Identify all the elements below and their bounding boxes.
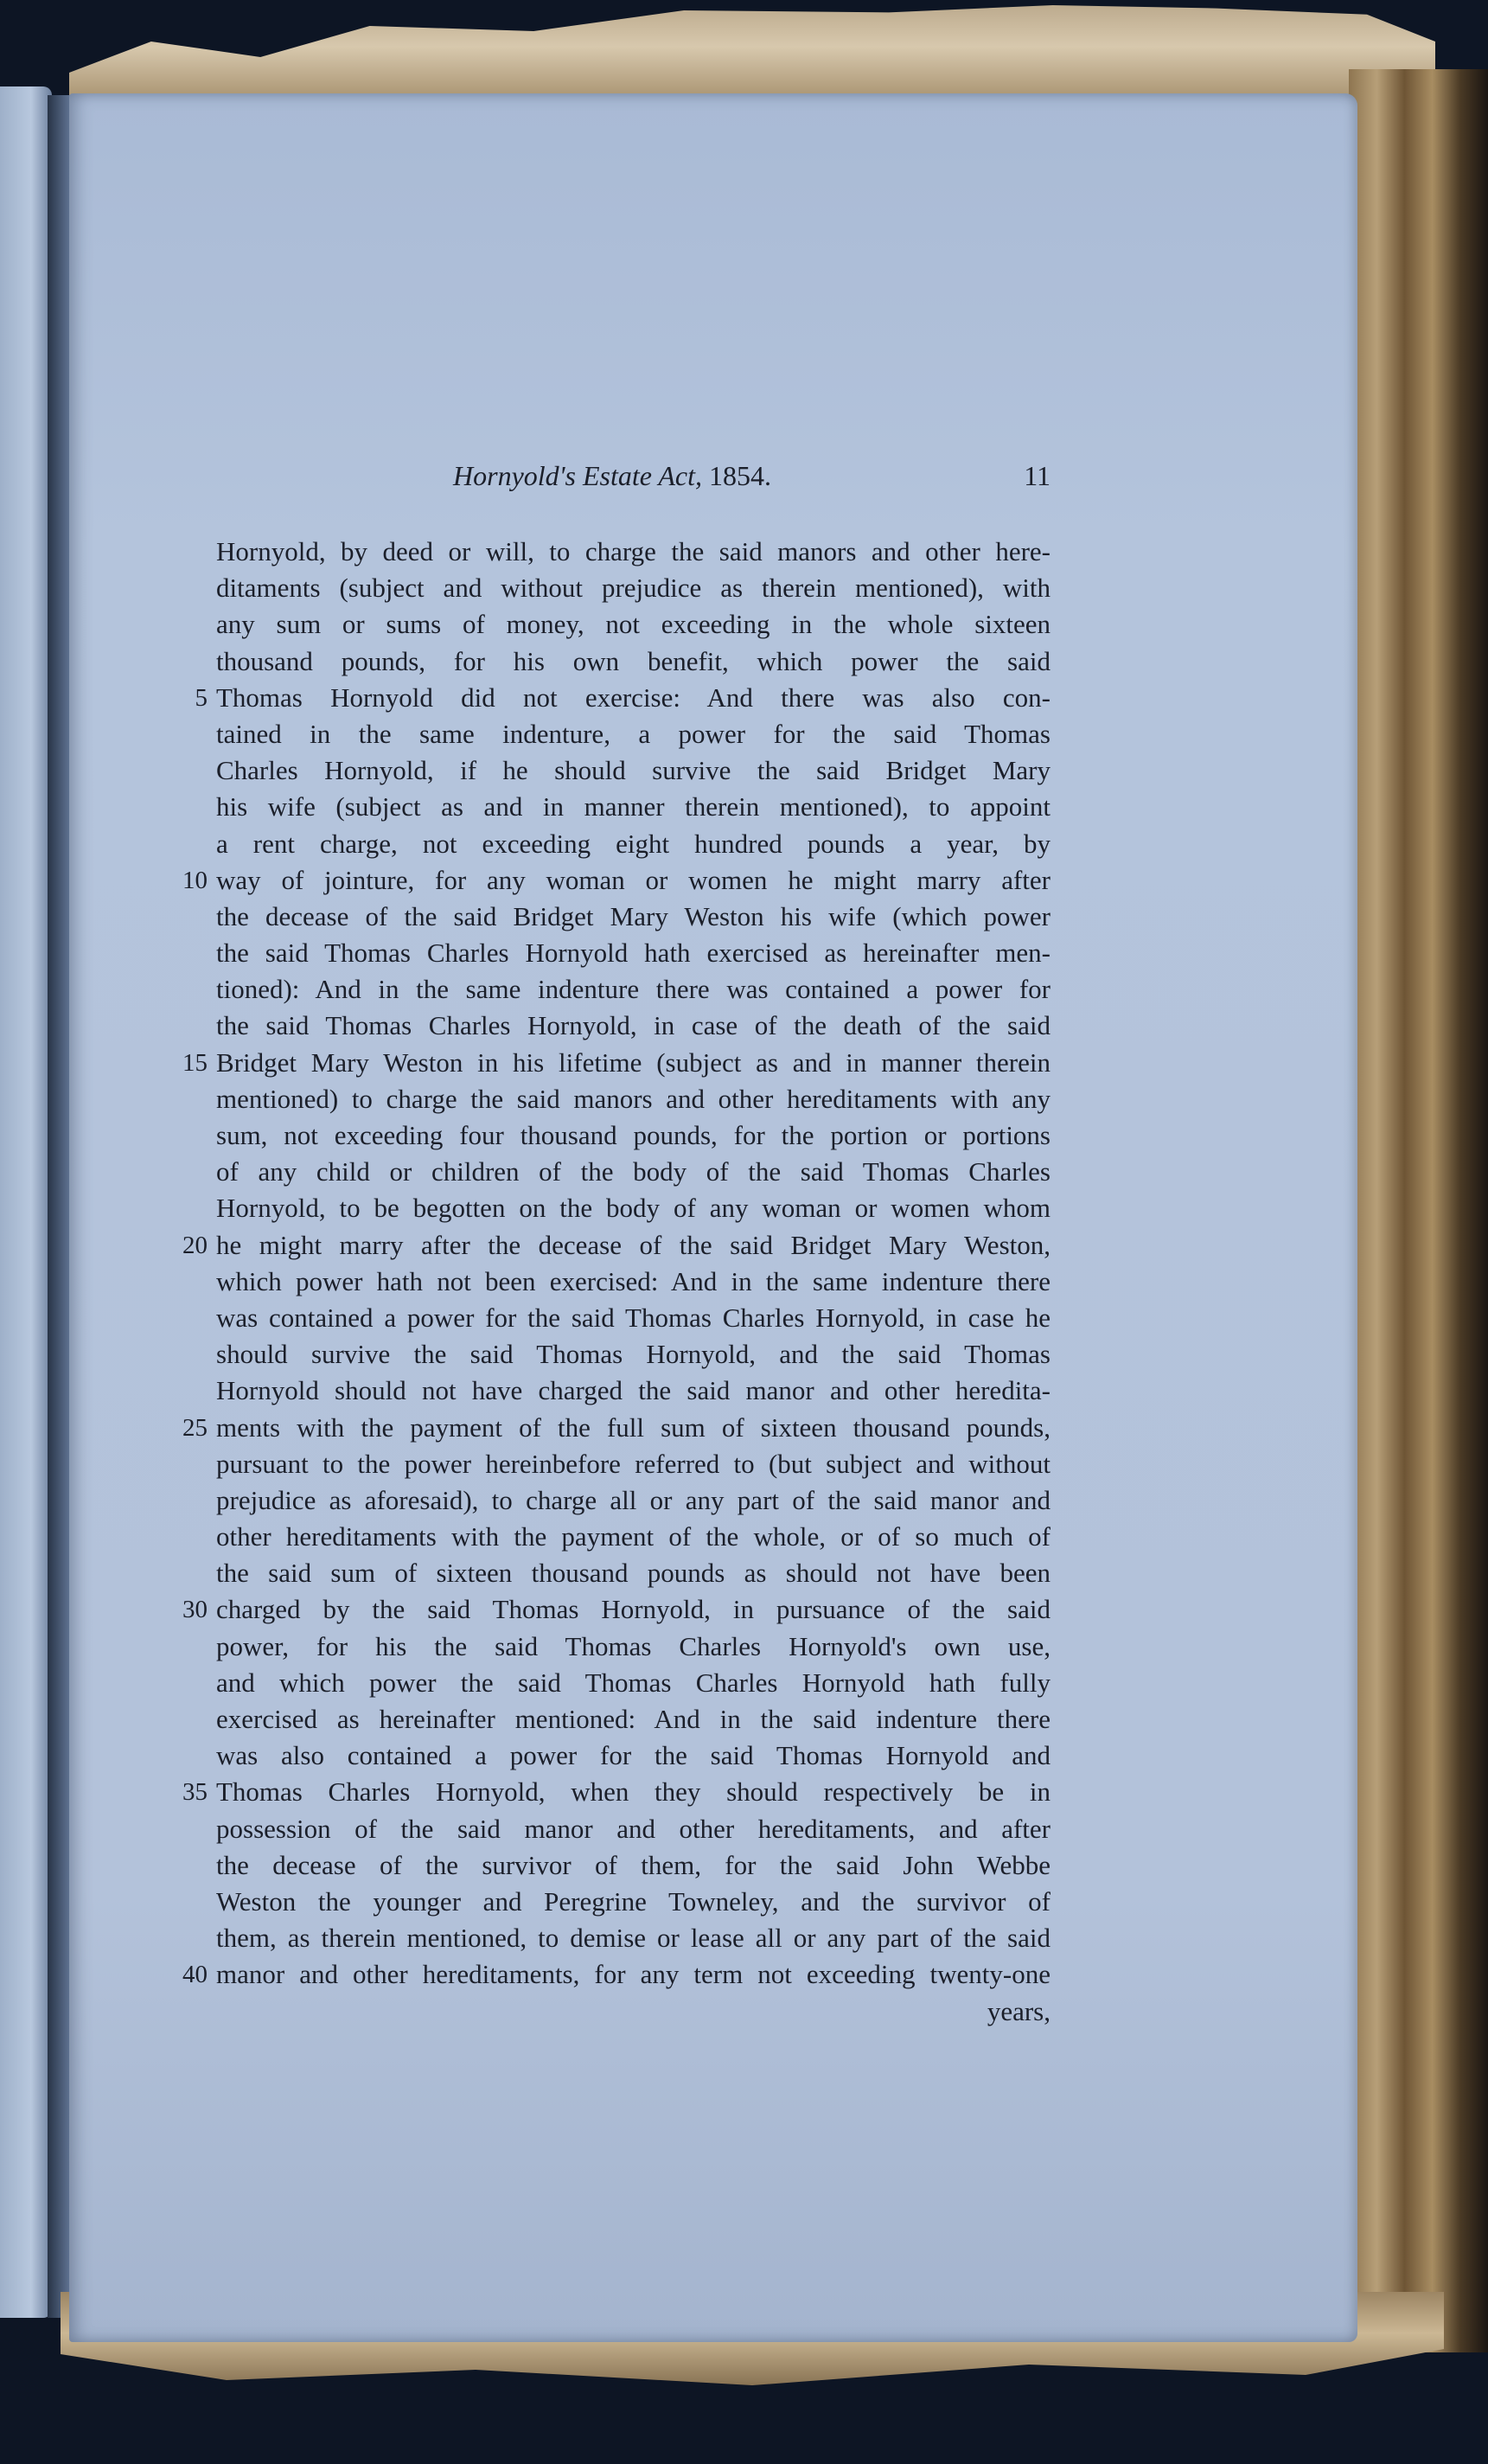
text-line	[216, 1081, 1051, 1117]
line-text: years,	[987, 1995, 1051, 2026]
line-text: any sum or sums of money, not exceeding in the whole sixteen	[216, 609, 1051, 640]
line-text: ditaments (subject and without prejudice as therein mentioned), with	[216, 573, 1051, 604]
act-title: Hornyold's Estate Act,	[453, 460, 702, 491]
text-line	[216, 1336, 1051, 1373]
text-line	[216, 899, 1051, 935]
line-text: possession of the said manor and other hereditaments, and after	[216, 1813, 1051, 1844]
line-text: Hornyold, by deed or will, to charge the said manors and other here-	[216, 536, 1051, 566]
text-line	[216, 534, 1051, 570]
text-line	[216, 1008, 1051, 1044]
line-text: his wife (subject as and in manner therein mentioned), to appoint	[216, 791, 1051, 822]
text-line	[216, 1847, 1051, 1884]
text-line	[182, 1227, 1051, 1264]
line-text: prejudice as aforesaid), to charge all or any part of the said manor and	[216, 1484, 1051, 1515]
text-line	[216, 1519, 1051, 1555]
body-text	[182, 534, 1051, 2030]
text-line	[182, 862, 1051, 899]
text-line	[216, 716, 1051, 752]
facing-page-edge	[0, 86, 52, 2318]
text-line	[182, 1410, 1051, 1446]
line-text: was contained a power for the said Thomas Charles Hornyold, in case he	[216, 1302, 1051, 1333]
line-text: tioned): And in the same indenture there was contained a power for	[216, 974, 1051, 1005]
line-text: the decease of the said Bridget Mary Weston his wife (which power	[216, 900, 1051, 931]
line-text: exercised as hereinafter mentioned: And in the said indenture there	[216, 1704, 1051, 1734]
line-number: 35	[182, 1778, 208, 1807]
text-line	[182, 1591, 1051, 1628]
page-text-block	[182, 454, 1051, 2030]
text-line	[216, 752, 1051, 789]
line-text: and which power the said Thomas Charles Hornyold hath fully	[216, 1667, 1051, 1698]
line-text: tained in the same indenture, a power for the said Thomas	[216, 718, 1051, 749]
line-text: a rent charge, not exceeding eight hundred pounds a year, by	[216, 828, 1051, 859]
line-text: the said sum of sixteen thousand pounds as should not have been	[216, 1558, 1051, 1589]
text-line	[182, 1956, 1051, 1993]
text-line	[216, 1994, 1051, 2030]
line-text: Thomas Hornyold did not exercise: And there was also con-	[216, 682, 1051, 713]
line-text: pursuant to the power hereinbefore referred to (but subject and without	[216, 1448, 1051, 1479]
line-text: Hornyold, to be begotten on the body of any woman or women whom	[216, 1193, 1051, 1224]
line-text: Thomas Charles Hornyold, when they should respectively be in	[216, 1776, 1051, 1808]
text-line	[216, 1629, 1051, 1665]
line-text: the decease of the survivor of them, for the said John Webbe	[216, 1849, 1051, 1880]
top-page-edges	[69, 0, 1435, 104]
line-text: manor and other hereditaments, for any term not exceeding twenty-one	[216, 1959, 1051, 1990]
line-text: the said Thomas Charles Hornyold hath exercised as hereinafter men-	[216, 938, 1051, 969]
line-text: the said Thomas Charles Hornyold, in case of the death of the said	[216, 1010, 1051, 1041]
line-text: Charles Hornyold, if he should survive the said Bridget Mary	[216, 755, 1051, 786]
line-text: Hornyold should not have charged the said manor and other heredita-	[216, 1375, 1051, 1406]
line-text: thousand pounds, for his own benefit, which power the said	[216, 645, 1051, 676]
text-line	[216, 643, 1051, 680]
text-line	[216, 1446, 1051, 1482]
line-number: 30	[182, 1596, 208, 1624]
text-line	[216, 826, 1051, 862]
page-number: 11	[1024, 460, 1051, 491]
running-head	[216, 454, 1051, 497]
line-text: Weston the younger and Peregrine Towneley, and the survivor of	[216, 1885, 1051, 1917]
line-number: 20	[182, 1231, 208, 1259]
text-line	[216, 1884, 1051, 1920]
text-line	[216, 971, 1051, 1008]
text-line	[216, 1190, 1051, 1226]
line-number: 5	[195, 683, 208, 712]
line-text: should survive the said Thomas Hornyold, and the said Thomas	[216, 1339, 1051, 1370]
text-line	[216, 1920, 1051, 1956]
running-title	[453, 454, 771, 497]
line-text: power, for his the said Thomas Charles Hornyold's own use,	[216, 1630, 1051, 1661]
text-line	[216, 1264, 1051, 1300]
text-line	[216, 1117, 1051, 1154]
line-text: which power hath not been exercised: And in the same indenture there	[216, 1265, 1051, 1296]
text-line	[216, 1701, 1051, 1738]
text-line	[216, 1665, 1051, 1701]
text-line	[216, 1811, 1051, 1847]
line-text: mentioned) to charge the said manors and other hereditaments with any	[216, 1083, 1051, 1114]
text-line	[216, 1154, 1051, 1190]
line-number: 25	[182, 1413, 208, 1442]
line-text: ments with the payment of the full sum of sixteen thousand pounds,	[216, 1411, 1051, 1443]
fore-edge-pages	[1349, 69, 1488, 2352]
line-text: them, as therein mentioned, to demise or lease all or any part of the said	[216, 1923, 1051, 1954]
line-text: Bridget Mary Weston in his lifetime (subject as and in manner therein	[216, 1046, 1051, 1078]
text-line	[216, 1482, 1051, 1519]
line-text: he might marry after the decease of the said Bridget Mary Weston,	[216, 1229, 1051, 1260]
line-number: 10	[182, 866, 208, 894]
line-text: of any child or children of the body of the said Thomas Charles	[216, 1156, 1051, 1187]
line-text: was also contained a power for the said Thomas Hornyold and	[216, 1740, 1051, 1771]
text-line	[216, 789, 1051, 825]
line-number: 40	[182, 1961, 208, 1989]
text-line	[182, 1774, 1051, 1810]
text-line	[216, 570, 1051, 606]
line-text: charged by the said Thomas Hornyold, in pursuance of the said	[216, 1594, 1051, 1625]
text-line	[216, 1300, 1051, 1336]
text-line	[195, 680, 1051, 716]
act-year: 1854.	[709, 460, 771, 491]
line-number: 15	[182, 1048, 208, 1077]
text-line	[216, 1738, 1051, 1774]
text-line	[216, 935, 1051, 971]
text-line	[216, 1555, 1051, 1591]
line-text: other hereditaments with the payment of the whole, or of so much of	[216, 1521, 1051, 1552]
text-line	[182, 1045, 1051, 1081]
text-line	[216, 1373, 1051, 1409]
line-text: sum, not exceeding four thousand pounds, for the portion or portions	[216, 1120, 1051, 1150]
text-line	[216, 606, 1051, 643]
line-text: way of jointure, for any woman or women he might marry after	[216, 864, 1051, 895]
